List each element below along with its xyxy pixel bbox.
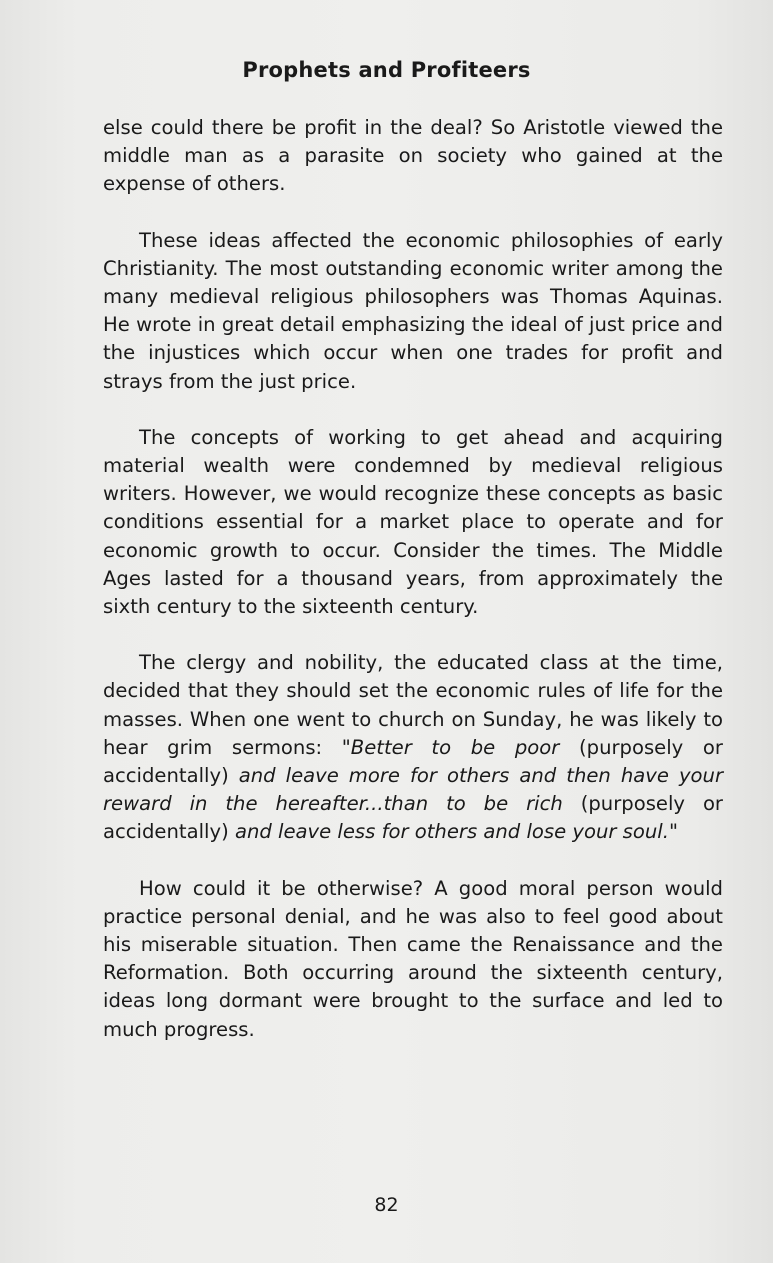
paragraph: How could it be otherwise? A good moral person would practice personal denial, and he was also to feel good about his miserable situation. Then came the Renaissance and the Reformation. Both occurring around the sixteenth century, ideas long dormant were brought to the surface and led to much progress. [103,876,723,1041]
text-segment: The clergy and nobility, the educated class at the time, decided that they should set the economic rules of life for the masses. When one went to church on Sunday, he was likely to hear grim sermons: [103,651,723,759]
italic-quote-segment: and leave more for others and then have your reward in the hereafter...than to be rich [103,764,724,816]
italic-quote-segment: and leave less for others and lose your soul." [234,820,678,844]
paragraph-sermon [103,649,723,846]
text-segment: (purposely or accidentally) [103,735,723,788]
italic-quote-segment: "Better to be poor [341,735,560,759]
page-body [103,114,723,1072]
running-header: Prophets and Profiteers [242,58,531,82]
page-number: 82 [374,1194,399,1216]
paragraph-continuation: else could there be profit in the deal? So Aristotle viewed the middle man as a parasite on society who gained at the expense of others. [103,116,723,196]
paragraph: These ideas affected the economic philosophies of early Christianity. The most outstanding economic writer among the many medieval religious philosophers was Thomas Aquinas. He wrote in great detail emphasizing the ideal of just price and the injustices which occur when one trades for profit and strays from the just price. [103,228,723,393]
text-segment: (purposely or accidentally) [103,792,723,844]
paragraph: The concepts of working to get ahead and acquiring material wealth were condemned by medieval religious writers. However, we would recognize these concepts as basic conditions essential for a market place to operate and for economic growth to occur. Consider the times. The Middle Ages lasted for a thousand years, from approximately the sixth century to the sixteenth century. [103,425,723,619]
